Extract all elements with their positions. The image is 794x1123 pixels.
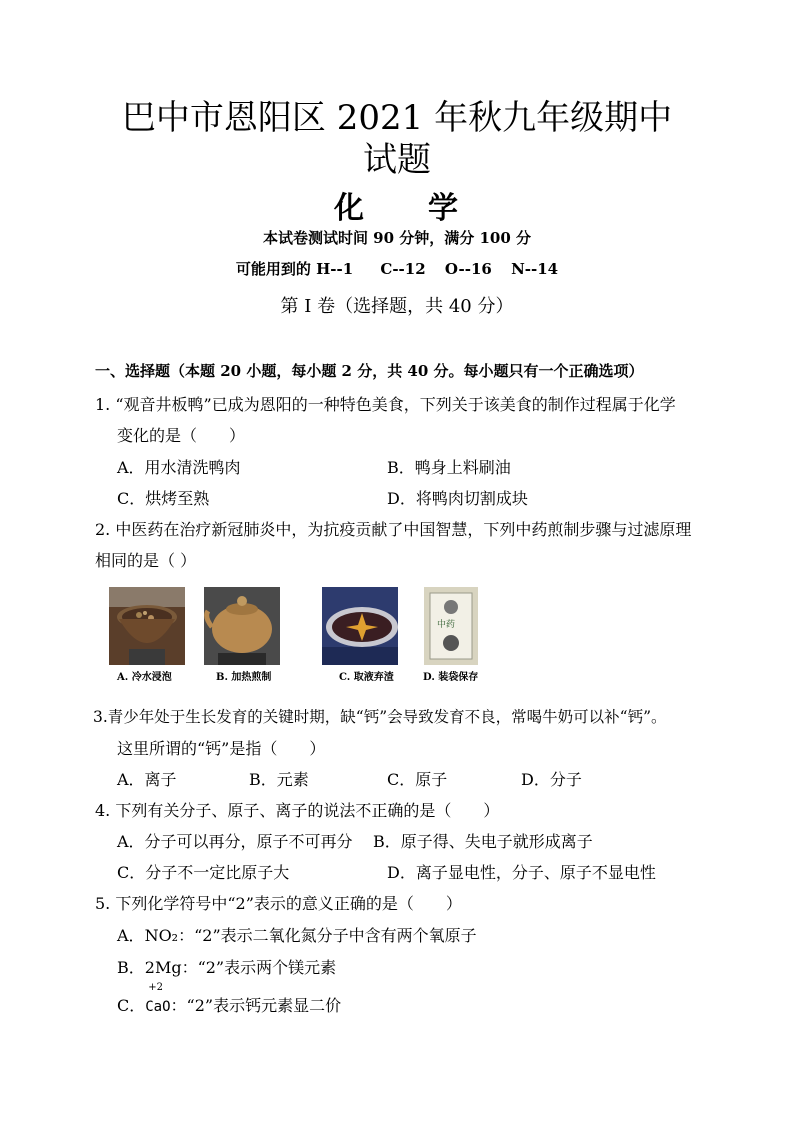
time-info: 本试卷测试时间 90 分钟，满分 100 分: [262, 229, 532, 247]
question-2-stem: 2. 中医药在治疗新冠肺炎中，为抗疫贡献了中国智慧，下列中药煎制步骤与过滤原理: [95, 520, 692, 539]
atomic-h: 可能用到的 H--1: [235, 260, 354, 278]
q3-option-a[interactable]: A．离子: [117, 770, 177, 789]
atomic-c: C--12: [380, 260, 426, 278]
bag-label: 中药: [437, 620, 456, 630]
subject-char-2: 学: [428, 191, 460, 226]
question-2-stem-line2: 相同的是（ ）: [95, 551, 197, 570]
q5-option-b[interactable]: B．2Mg：“2”表示两个镁元素: [117, 958, 337, 977]
q5-a-label: A．: [117, 926, 145, 945]
q1-option-a[interactable]: A．用水清洗鸭肉: [117, 458, 241, 477]
question-1-stem-line2: 变化的是（ ）: [117, 426, 246, 445]
question-1-stem: 1. “观音井板鸭”已成为恩阳的一种特色美食，下列关于该美食的制作过程属于化学: [95, 395, 676, 414]
q3-option-b[interactable]: B．元素: [249, 770, 309, 789]
caption-d: D. 装袋保存: [423, 672, 479, 683]
q5-a-formula: NO₂: [144, 926, 179, 945]
atomic-n: N--14: [511, 260, 559, 278]
q3-option-d[interactable]: D．分子: [521, 770, 582, 789]
caption-a: A. 冷水浸泡: [117, 672, 172, 683]
caption-b: B. 加热煎制: [216, 672, 272, 683]
atomic-o: O--16: [444, 260, 492, 278]
q3-option-c[interactable]: C．原子: [387, 770, 448, 789]
q5-c-valence: +2: [148, 982, 163, 993]
q5-a-text: ：“2”表示二氧化氮分子中含有两个氧原子: [178, 926, 477, 945]
photo-decant: [322, 587, 398, 665]
atomic-masses: [0, 258, 794, 279]
q1-option-c[interactable]: C．烘烤至熟: [117, 489, 210, 508]
q4-option-b[interactable]: B．原子得、失电子就形成离子: [373, 832, 593, 851]
question-5-stem: 5. 下列化学符号中“2”表示的意义正确的是（ ）: [95, 894, 462, 913]
exam-title-line2: 试题: [363, 140, 431, 180]
photo-heating: [204, 587, 280, 665]
q5-c-formula: CaO: [145, 999, 171, 1015]
volume-heading: 第 I 卷（选择题，共 40 分）: [280, 296, 514, 317]
photo-cold-soak: [109, 587, 185, 665]
section-heading: 一、选择题（本题 20 小题，每小题 2 分，共 40 分。每小题只有一个正确选项）: [95, 362, 644, 380]
q5-option-c[interactable]: [117, 982, 342, 1016]
q4-option-a[interactable]: A．分子可以再分，原子不可再分: [117, 832, 353, 851]
q4-option-c[interactable]: C．分子不一定比原子大: [117, 863, 290, 882]
exam-title: 巴中市恩阳区 2021 年秋九年级期中: [121, 98, 673, 138]
subject-char-1: 化: [334, 191, 366, 226]
q1-option-b[interactable]: B．鸭身上料刷油: [387, 458, 511, 477]
question-3-stem: 3.青少年处于生长发育的关键时期，缺“钙”会导致发育不良，常喝牛奶可以补“钙”。: [93, 708, 667, 726]
photo-bag-storage: [424, 587, 478, 665]
q4-option-d[interactable]: D．离子显电性，分子、原子不显电性: [387, 863, 656, 882]
q1-option-d[interactable]: D．将鸭肉切割成块: [387, 489, 528, 508]
subject-title: [0, 183, 794, 227]
question-3-stem-line2: 这里所谓的“钙”是指（ ）: [117, 739, 326, 758]
caption-c: C. 取液弃渣: [339, 672, 394, 683]
q5-c-text: ：“2”表示钙元素显二价: [170, 996, 342, 1015]
q5-c-label: C．: [117, 996, 146, 1015]
question-4-stem: 4. 下列有关分子、原子、离子的说法不正确的是（ ）: [95, 801, 500, 820]
q5-option-a[interactable]: [117, 923, 477, 946]
